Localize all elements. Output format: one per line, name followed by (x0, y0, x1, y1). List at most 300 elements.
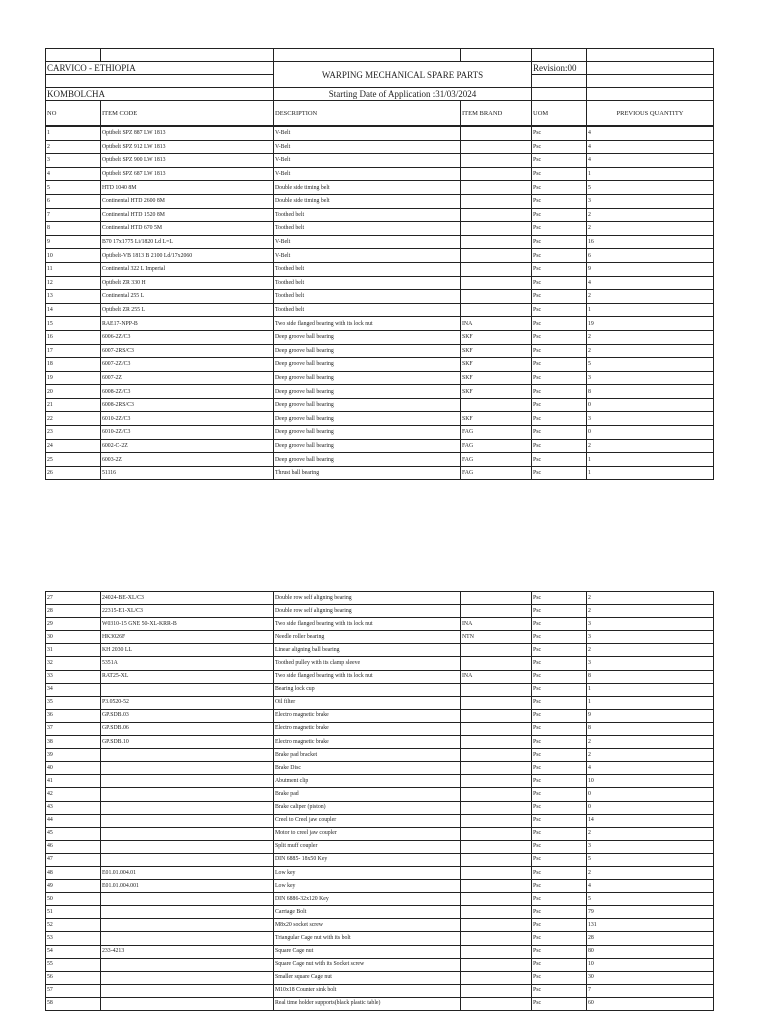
row-item-brand (461, 853, 532, 866)
row-item-brand (461, 290, 532, 304)
row-no: 3 (46, 154, 101, 168)
table-row (46, 249, 714, 263)
row-no: 19 (46, 371, 101, 385)
table-row (46, 453, 714, 467)
table-row (46, 788, 714, 801)
row-previous-quantity: 1 (587, 167, 714, 181)
row-item-brand: SKF (461, 344, 532, 358)
row-no: 54 (46, 945, 101, 958)
row-no: 1 (46, 127, 101, 141)
row-item-code: Optibelt SPZ 900 LW 1813 (101, 154, 274, 168)
table-row (46, 749, 714, 762)
row-previous-quantity: 2 (587, 866, 714, 879)
row-uom: Psc (532, 317, 587, 331)
table-row (46, 984, 714, 997)
row-description: Brake Disc (274, 762, 461, 775)
row-previous-quantity: 1 (587, 696, 714, 709)
row-previous-quantity: 2 (587, 208, 714, 222)
row-uom: Psc (532, 919, 587, 932)
row-item-brand (461, 657, 532, 670)
row-description: Brake caliper (piston) (274, 801, 461, 814)
row-previous-quantity: 3 (587, 631, 714, 644)
table-row (46, 412, 714, 426)
row-no: 6 (46, 194, 101, 208)
row-no: 20 (46, 385, 101, 399)
row-item-brand: FAG (461, 426, 532, 440)
row-uom: Psc (532, 605, 587, 618)
row-previous-quantity: 60 (587, 997, 714, 1010)
table-row (46, 358, 714, 372)
row-description: DIN 6886-32x120 Key (274, 893, 461, 906)
table-row (46, 466, 714, 480)
row-previous-quantity: 8 (587, 722, 714, 735)
row-description: Carriage Bolt (274, 906, 461, 919)
row-item-code (101, 788, 274, 801)
row-description: Brake pad bracket (274, 749, 461, 762)
row-no: 43 (46, 801, 101, 814)
row-no: 28 (46, 605, 101, 618)
row-no: 49 (46, 880, 101, 893)
row-previous-quantity: 5 (587, 358, 714, 372)
row-description: Toothed pulley with its clamp sleeve (274, 657, 461, 670)
table-row (46, 657, 714, 670)
row-description: Two side flanged bearing with its lock nut (274, 618, 461, 631)
row-previous-quantity: 4 (587, 276, 714, 290)
row-no: 50 (46, 893, 101, 906)
row-no: 58 (46, 997, 101, 1010)
table-row (46, 371, 714, 385)
table-row (46, 683, 714, 696)
row-no: 42 (46, 788, 101, 801)
table-row (46, 439, 714, 453)
row-uom: Psc (532, 330, 587, 344)
table-row (46, 631, 714, 644)
row-uom: Psc (532, 154, 587, 168)
row-item-brand (461, 775, 532, 788)
row-previous-quantity: 2 (587, 439, 714, 453)
row-previous-quantity: 5 (587, 853, 714, 866)
row-description: Thrust ball bearing (274, 466, 461, 480)
row-no: 16 (46, 330, 101, 344)
row-uom: Psc (532, 775, 587, 788)
table-row (46, 127, 714, 141)
row-item-code: Optibelt SPZ 687 LW 1813 (101, 167, 274, 181)
row-no: 56 (46, 971, 101, 984)
row-uom: Psc (532, 683, 587, 696)
row-item-code: KH 2030 LL (101, 644, 274, 657)
row-description: Toothed belt (274, 303, 461, 317)
row-description: Creel to Creel jaw coupler (274, 814, 461, 827)
row-no: 24 (46, 439, 101, 453)
row-previous-quantity: 0 (587, 398, 714, 412)
row-item-code (101, 814, 274, 827)
col-header-no: NO (46, 101, 101, 126)
row-no: 29 (46, 618, 101, 631)
table-row (46, 814, 714, 827)
row-item-code: E01.01.004.01 (101, 866, 274, 879)
row-previous-quantity: 3 (587, 412, 714, 426)
row-no: 14 (46, 303, 101, 317)
row-previous-quantity: 2 (587, 592, 714, 605)
col-header-item-brand: ITEM BRAND (461, 101, 532, 126)
row-item-code: GP.SDB.10 (101, 736, 274, 749)
row-uom: Psc (532, 893, 587, 906)
row-item-code: 51116 (101, 466, 274, 480)
row-description: Square Cage nut (274, 945, 461, 958)
row-item-code: Continental HTD 670 5M (101, 222, 274, 236)
row-item-brand (461, 762, 532, 775)
row-description: Deep groove ball bearing (274, 385, 461, 399)
row-item-brand (461, 222, 532, 236)
row-uom: Psc (532, 827, 587, 840)
row-description: Motor to creel jaw coupler (274, 827, 461, 840)
row-description: Double row self aligning bearing (274, 592, 461, 605)
row-description: Abutment clip (274, 775, 461, 788)
row-item-brand (461, 181, 532, 195)
row-description: DIN 6885- 18x50 Key (274, 853, 461, 866)
row-no: 9 (46, 235, 101, 249)
row-item-code: 6003-2Z (101, 453, 274, 467)
row-description: V-Belt (274, 127, 461, 141)
table-row (46, 932, 714, 945)
row-item-code: 6007-2RS/C3 (101, 344, 274, 358)
row-item-code (101, 762, 274, 775)
row-uom: Psc (532, 644, 587, 657)
row-uom: Psc (532, 262, 587, 276)
row-description: Two side flanged bearing with its lock nut (274, 317, 461, 331)
row-previous-quantity: 2 (587, 736, 714, 749)
row-uom: Psc (532, 358, 587, 372)
table-row (46, 696, 714, 709)
row-item-brand (461, 249, 532, 263)
row-item-brand (461, 749, 532, 762)
row-description: Electro magnetic brake (274, 709, 461, 722)
row-uom: Psc (532, 997, 587, 1010)
table-row (46, 222, 714, 236)
row-item-brand: SKF (461, 412, 532, 426)
row-no: 57 (46, 984, 101, 997)
col-header-previous-quantity: PREVIOUS QUANTITY (587, 101, 714, 126)
row-description: V-Belt (274, 235, 461, 249)
col-header-item-code: ITEM CODE (101, 101, 274, 126)
row-description: Smaller square Cage nut (274, 971, 461, 984)
row-item-brand (461, 235, 532, 249)
row-description: Toothed belt (274, 222, 461, 236)
row-uom: Psc (532, 749, 587, 762)
row-item-brand (461, 945, 532, 958)
row-description: Double side timing belt (274, 194, 461, 208)
row-description: Toothed belt (274, 276, 461, 290)
row-item-code: Continental 322 L Imperial (101, 262, 274, 276)
row-item-brand (461, 709, 532, 722)
row-description: Toothed belt (274, 208, 461, 222)
row-previous-quantity: 2 (587, 222, 714, 236)
row-description: M8x20 socket screw (274, 919, 461, 932)
row-item-code: Optibelt ZR 330 H (101, 276, 274, 290)
row-no: 53 (46, 932, 101, 945)
row-uom: Psc (532, 932, 587, 945)
table-row (46, 398, 714, 412)
row-uom: Psc (532, 906, 587, 919)
row-item-code: Continental HTD 2600 8M (101, 194, 274, 208)
row-no: 52 (46, 919, 101, 932)
row-no: 48 (46, 866, 101, 879)
row-item-code: 6010-2Z/C3 (101, 412, 274, 426)
row-item-brand (461, 866, 532, 879)
row-no: 34 (46, 683, 101, 696)
table-row (46, 958, 714, 971)
row-previous-quantity: 1 (587, 453, 714, 467)
items-table-1 (45, 126, 714, 480)
table-row (46, 736, 714, 749)
row-no: 5 (46, 181, 101, 195)
row-item-code: Optibelt ZR 255 L (101, 303, 274, 317)
row-item-code: B70 17x1775 Li/1820 Ld L=L (101, 235, 274, 249)
row-uom: Psc (532, 371, 587, 385)
row-item-brand (461, 605, 532, 618)
row-uom: Psc (532, 140, 587, 154)
row-item-code: Optibelt SPZ 887 LW 1813 (101, 127, 274, 141)
row-no: 8 (46, 222, 101, 236)
row-item-brand (461, 971, 532, 984)
table-row (46, 592, 714, 605)
row-item-code (101, 827, 274, 840)
row-no: 38 (46, 736, 101, 749)
row-no: 39 (46, 749, 101, 762)
row-previous-quantity: 10 (587, 958, 714, 971)
row-uom: Psc (532, 453, 587, 467)
row-previous-quantity: 1 (587, 466, 714, 480)
table-row (46, 709, 714, 722)
row-item-code (101, 984, 274, 997)
row-uom: Psc (532, 290, 587, 304)
row-description: Deep groove ball bearing (274, 426, 461, 440)
row-previous-quantity: 4 (587, 140, 714, 154)
row-item-brand: SKF (461, 330, 532, 344)
table-row (46, 154, 714, 168)
row-item-brand (461, 814, 532, 827)
row-description: Double side timing belt (274, 181, 461, 195)
row-uom: Psc (532, 222, 587, 236)
start-date: Starting Date of Application :31/03/2024 (274, 88, 532, 101)
row-previous-quantity: 7 (587, 984, 714, 997)
table-row (46, 385, 714, 399)
table-row (46, 140, 714, 154)
row-item-brand: NTN (461, 631, 532, 644)
table-row (46, 167, 714, 181)
row-previous-quantity: 2 (587, 344, 714, 358)
table-row (46, 317, 714, 331)
row-previous-quantity: 4 (587, 880, 714, 893)
table-row (46, 840, 714, 853)
row-item-code (101, 893, 274, 906)
row-item-code: W0310-15 GNE 50-XL-KRR-B (101, 618, 274, 631)
row-item-code: 6007-2Z/C3 (101, 358, 274, 372)
row-item-brand: SKF (461, 358, 532, 372)
row-item-brand (461, 127, 532, 141)
spare-parts-sheet-page-1 (45, 48, 713, 480)
row-uom: Psc (532, 167, 587, 181)
row-item-code: P3.0520-52 (101, 696, 274, 709)
row-item-code (101, 840, 274, 853)
row-item-code: 233-4213 (101, 945, 274, 958)
row-uom: Psc (532, 631, 587, 644)
row-uom: Psc (532, 801, 587, 814)
row-description: Deep groove ball bearing (274, 344, 461, 358)
row-previous-quantity: 3 (587, 371, 714, 385)
row-description: V-Belt (274, 140, 461, 154)
row-previous-quantity: 5 (587, 181, 714, 195)
row-item-brand: FAG (461, 439, 532, 453)
table-row (46, 945, 714, 958)
row-uom: Psc (532, 670, 587, 683)
row-no: 10 (46, 249, 101, 263)
row-previous-quantity: 9 (587, 262, 714, 276)
row-description: Electro magnetic brake (274, 722, 461, 735)
row-item-brand (461, 683, 532, 696)
row-previous-quantity: 3 (587, 618, 714, 631)
row-item-code (101, 801, 274, 814)
table-row (46, 344, 714, 358)
table-row (46, 262, 714, 276)
row-item-brand (461, 722, 532, 735)
row-item-brand (461, 906, 532, 919)
row-item-brand: INA (461, 317, 532, 331)
table-row (46, 971, 714, 984)
row-description: Toothed belt (274, 290, 461, 304)
table-row (46, 866, 714, 879)
row-item-brand (461, 154, 532, 168)
row-previous-quantity: 0 (587, 801, 714, 814)
row-item-code (101, 958, 274, 971)
row-item-brand (461, 592, 532, 605)
table-row (46, 235, 714, 249)
row-no: 22 (46, 412, 101, 426)
row-item-code: 6008-2Z/C3 (101, 385, 274, 399)
row-description: Low key (274, 880, 461, 893)
row-previous-quantity: 8 (587, 385, 714, 399)
row-item-code (101, 919, 274, 932)
row-uom: Psc (532, 736, 587, 749)
row-uom: Psc (532, 958, 587, 971)
table-row (46, 670, 714, 683)
row-no: 33 (46, 670, 101, 683)
row-previous-quantity: 16 (587, 235, 714, 249)
row-description: Two side flanged bearing with its lock nut (274, 670, 461, 683)
table-row (46, 722, 714, 735)
table-row (46, 880, 714, 893)
row-item-brand (461, 893, 532, 906)
table-row (46, 181, 714, 195)
row-item-code (101, 906, 274, 919)
row-item-brand (461, 919, 532, 932)
row-item-brand (461, 140, 532, 154)
row-item-code (101, 853, 274, 866)
row-previous-quantity: 30 (587, 971, 714, 984)
row-no: 55 (46, 958, 101, 971)
row-item-brand: SKF (461, 385, 532, 399)
column-header-row (46, 101, 714, 126)
row-description: Linear aligning ball bearing (274, 644, 461, 657)
row-description: V-Belt (274, 154, 461, 168)
row-uom: Psc (532, 303, 587, 317)
row-item-code: GP.SDB.06 (101, 722, 274, 735)
row-no: 25 (46, 453, 101, 467)
row-no: 46 (46, 840, 101, 853)
row-uom: Psc (532, 762, 587, 775)
row-description: Deep groove ball bearing (274, 453, 461, 467)
row-previous-quantity: 3 (587, 657, 714, 670)
row-previous-quantity: 19 (587, 317, 714, 331)
row-no: 40 (46, 762, 101, 775)
company-name: CARVICO - ETHIOPIA (46, 62, 274, 75)
revision-label: Revision:00 (532, 62, 587, 75)
row-description: V-Belt (274, 249, 461, 263)
table-row (46, 605, 714, 618)
row-item-code: 6002-C-2Z (101, 439, 274, 453)
row-previous-quantity: 3 (587, 194, 714, 208)
row-no: 37 (46, 722, 101, 735)
row-no: 2 (46, 140, 101, 154)
document-header-table (45, 48, 714, 126)
row-previous-quantity: 0 (587, 426, 714, 440)
row-no: 45 (46, 827, 101, 840)
row-item-code (101, 997, 274, 1010)
table-row (46, 276, 714, 290)
row-item-code: 24024-BE-XL/C3 (101, 592, 274, 605)
row-item-brand (461, 827, 532, 840)
table-row (46, 290, 714, 304)
row-uom: Psc (532, 344, 587, 358)
table-row (46, 208, 714, 222)
row-previous-quantity: 28 (587, 932, 714, 945)
row-item-code: Continental HTD 1520 8M (101, 208, 274, 222)
row-no: 26 (46, 466, 101, 480)
row-no: 27 (46, 592, 101, 605)
row-no: 15 (46, 317, 101, 331)
row-previous-quantity: 79 (587, 906, 714, 919)
row-uom: Psc (532, 385, 587, 399)
table-row (46, 194, 714, 208)
row-uom: Psc (532, 866, 587, 879)
row-item-code: 6010-2Z/C3 (101, 426, 274, 440)
row-previous-quantity: 2 (587, 749, 714, 762)
table-row (46, 893, 714, 906)
row-previous-quantity: 2 (587, 330, 714, 344)
row-uom: Psc (532, 426, 587, 440)
row-description: V-Belt (274, 167, 461, 181)
row-uom: Psc (532, 657, 587, 670)
col-header-uom: UOM (532, 101, 587, 126)
row-item-code: HK3026F (101, 631, 274, 644)
row-item-code: 6006-2Z/C3 (101, 330, 274, 344)
row-previous-quantity: 2 (587, 827, 714, 840)
row-item-brand (461, 958, 532, 971)
row-item-brand (461, 997, 532, 1010)
row-description: Square Cage nut with its Socket screw (274, 958, 461, 971)
row-item-brand (461, 194, 532, 208)
row-description: Brake pad (274, 788, 461, 801)
row-previous-quantity: 10 (587, 775, 714, 788)
table-row (46, 330, 714, 344)
row-previous-quantity: 2 (587, 605, 714, 618)
row-item-brand (461, 788, 532, 801)
row-item-brand: FAG (461, 453, 532, 467)
row-item-brand (461, 736, 532, 749)
table-row (46, 853, 714, 866)
row-item-brand (461, 398, 532, 412)
row-previous-quantity: 1 (587, 303, 714, 317)
